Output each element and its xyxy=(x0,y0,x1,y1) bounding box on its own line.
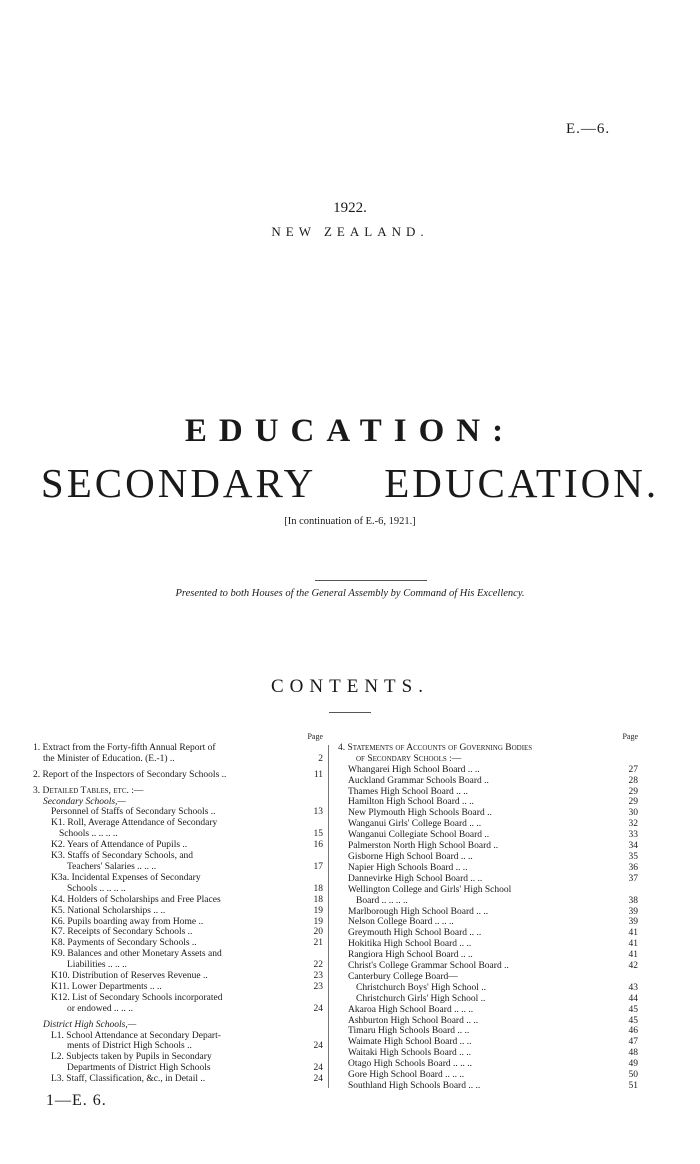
toc-entry: Hamilton High School Board .. .. 29 xyxy=(348,797,638,808)
toc-entry: K2. Years of Attendance of Pupils .. 16 xyxy=(51,840,323,851)
toc-entry: Departments of District High Schools 24 xyxy=(67,1063,323,1074)
toc-section: of Secondary Schools :— xyxy=(356,753,462,764)
continuation-note: [In continuation of E.-6, 1921.] xyxy=(284,516,416,527)
main-title: EDUCATION: xyxy=(184,413,516,449)
contents-left-column xyxy=(33,732,323,1085)
toc-entry: Canterbury College Board— xyxy=(348,971,458,982)
toc-entry: K6. Pupils boarding away from Home .. 19 xyxy=(51,916,323,927)
toc-entry: Marlborough High School Board .. .. 39 xyxy=(348,906,638,917)
toc-entry: Auckland Grammar Schools Board .. 28 xyxy=(348,775,638,786)
toc-entry: Otago High Schools Board .. .. .. 49 xyxy=(348,1059,638,1070)
toc-entry: Waitaki High Schools Board .. .. 48 xyxy=(348,1048,638,1059)
toc-entry: K3a. Incidental Expenses of Secondary xyxy=(51,872,201,883)
toc-entry: K11. Lower Departments .. .. 23 xyxy=(51,981,323,992)
toc-entry: K1. Roll, Average Attendance of Secondary xyxy=(51,818,218,829)
toc-entry: Board .. .. .. .. 38 xyxy=(356,895,638,906)
toc-entry: Timaru High Schools Board .. .. 46 xyxy=(348,1026,638,1037)
toc-subsection: Secondary Schools,— xyxy=(43,796,126,807)
toc-entry: K12. List of Secondary Schools incorporated xyxy=(51,992,223,1003)
toc-entry: Gisborne High School Board .. .. 35 xyxy=(348,851,638,862)
toc-entry: Liabilities .. .. .. 22 xyxy=(67,960,323,971)
toc-entry: Southland High Schools Board .. .. 51 xyxy=(348,1081,638,1091)
toc-entry: Christchurch Girls' High School .. 44 xyxy=(356,993,638,1004)
toc-entry: Napier High Schools Board .. .. 36 xyxy=(348,862,638,873)
presented-line: Presented to both Houses of the General Assembly by Command of His Excellency. xyxy=(175,588,525,599)
toc-entry: K9. Balances and other Monetary Assets and xyxy=(51,949,222,960)
toc-entry: Dannevirke High School Board .. .. 37 xyxy=(348,873,638,884)
toc-entry: 1. Extract from the Forty-fifth Annual Report of xyxy=(33,742,216,753)
toc-entry: K3. Staffs of Secondary Schools, and xyxy=(51,851,194,862)
contents-heading: CONTENTS. xyxy=(271,676,429,697)
printer-signature: 1—E. 6. xyxy=(46,1092,107,1109)
toc-entry: ments of District High Schools .. 24 xyxy=(67,1041,323,1052)
toc-entry: L3. Staff, Classification, &c., in Detail .. 24 xyxy=(51,1074,323,1085)
toc-entry: Waimate High School Board .. .. 47 xyxy=(348,1037,638,1048)
page-header: Page xyxy=(307,732,323,741)
subtitle xyxy=(0,459,700,507)
toc-section: 3. Detailed Tables, etc. :— xyxy=(33,785,144,796)
toc-entry: the Minister of Education. (E.-1) .. 2 xyxy=(43,753,323,764)
toc-entry: Ashburton High School Board .. .. 45 xyxy=(348,1015,638,1026)
divider xyxy=(329,712,371,713)
toc-entry: Akaroa High School Board .. .. .. 45 xyxy=(348,1004,638,1015)
page-header: Page xyxy=(622,732,638,741)
toc-entry: Wellington College and Girls' High School xyxy=(348,884,512,895)
toc-entry: Personnel of Staffs of Secondary Schools .. 13 xyxy=(51,807,323,818)
toc-entry: Teachers' Salaries .. .. .. 17 xyxy=(67,861,323,872)
column-divider xyxy=(328,745,329,1088)
toc-entry: Nelson College Board .. .. .. 39 xyxy=(348,917,638,928)
toc-entry: Schools .. .. .. .. 15 xyxy=(59,829,323,840)
contents-right-column xyxy=(338,732,638,1092)
subtitle-word-1: SECONDARY xyxy=(40,460,317,506)
toc-subsection: District High Schools,— xyxy=(43,1019,137,1030)
toc-entry: K5. National Scholarships .. .. 19 xyxy=(51,905,323,916)
toc-entry: 2. Report of the Inspectors of Secondary Schools .. 11 xyxy=(33,769,323,780)
toc-entry: L1. School Attendance at Secondary Depart- xyxy=(51,1030,221,1041)
toc-entry: Hokitika High School Board .. .. 41 xyxy=(348,939,638,950)
year: 1922. xyxy=(333,200,367,216)
toc-entry: K7. Receipts of Secondary Schools .. 20 xyxy=(51,927,323,938)
toc-entry: Thames High School Board .. .. 29 xyxy=(348,786,638,797)
toc-entry: L2. Subjects taken by Pupils in Secondary xyxy=(51,1052,212,1063)
toc-entry: Palmerston North High School Board .. 34 xyxy=(348,841,638,852)
toc-entry: Gore High School Board .. .. .. 50 xyxy=(348,1070,638,1081)
toc-entry: K8. Payments of Secondary Schools .. 21 xyxy=(51,938,323,949)
toc-entry: K4. Holders of Scholarships and Free Places 18 xyxy=(51,894,323,905)
toc-entry: New Plymouth High Schools Board .. 30 xyxy=(348,808,638,819)
toc-entry: or endowed .. .. .. 24 xyxy=(67,1003,323,1014)
divider xyxy=(315,580,427,581)
toc-entry: Wanganui Girls' College Board .. .. 32 xyxy=(348,819,638,830)
toc-entry: Wanganui Collegiate School Board .. 33 xyxy=(348,830,638,841)
toc-entry: Schools .. .. .. .. 18 xyxy=(67,883,323,894)
toc-entry: Greymouth High School Board .. .. 41 xyxy=(348,928,638,939)
toc-entry: Christ's College Grammar School Board .. 42 xyxy=(348,961,638,972)
toc-entry: Whangarei High School Board .. .. 27 xyxy=(348,764,638,775)
document-code: E.—6. xyxy=(566,121,611,137)
toc-entry: Christchurch Boys' High School .. 43 xyxy=(356,982,638,993)
toc-section: 4. Statements of Accounts of Governing Bodies xyxy=(338,742,533,753)
toc-entry: K10. Distribution of Reserves Revenue .. 23 xyxy=(51,971,323,982)
toc-entry: Rangiora High School Board .. .. 41 xyxy=(348,950,638,961)
country: NEW ZEALAND. xyxy=(271,224,429,239)
subtitle-word-2: EDUCATION. xyxy=(384,460,660,506)
